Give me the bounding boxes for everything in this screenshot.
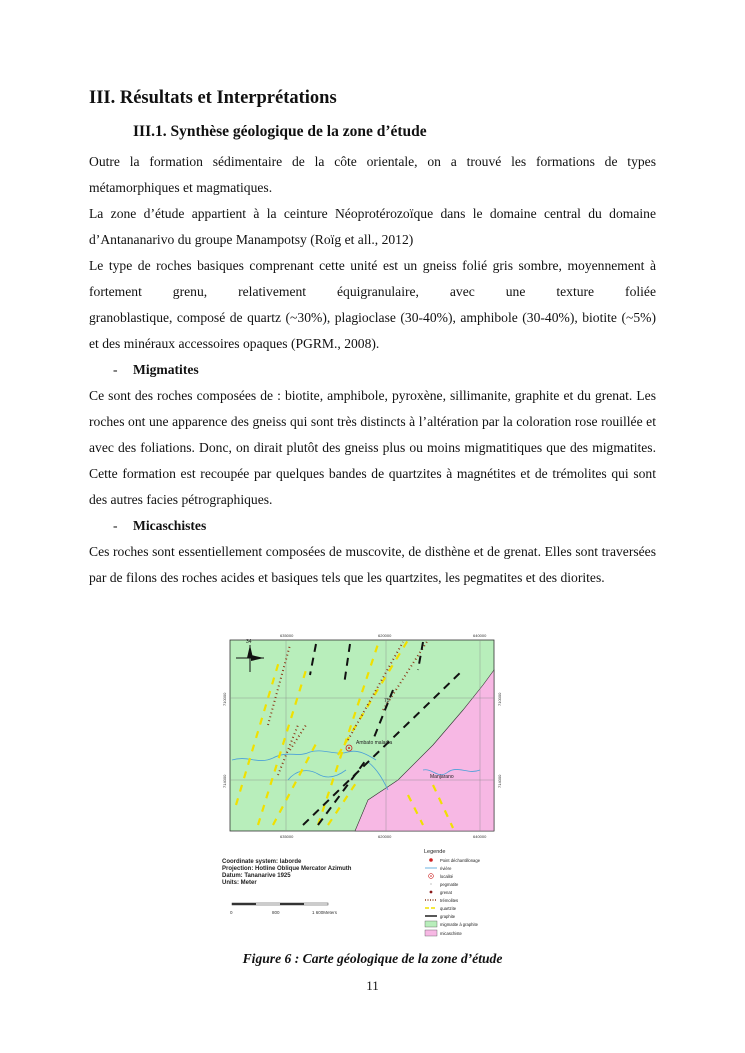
- geological-map: [218, 630, 518, 946]
- tick-top: 640000: [473, 633, 487, 638]
- projection: Projection: Hotline Oblique Mercator Azimuth: [222, 866, 352, 872]
- sample-point-icon: [429, 858, 433, 862]
- coord-system: Coordinate system: laborde: [222, 859, 302, 865]
- legend-item: micaschiste: [440, 931, 462, 936]
- bullet-migmatites: [113, 357, 199, 383]
- tick-left: 714000: [222, 774, 227, 788]
- legend-item: rivière: [440, 866, 452, 871]
- micaschiste-swatch: [425, 930, 437, 936]
- bullet-dash: -: [113, 362, 118, 377]
- scale-label: 1 600Meters: [312, 910, 338, 915]
- place-manjarano: Manjarano: [430, 774, 454, 780]
- pegmatite-icon: [430, 883, 431, 884]
- grenat-icon: [430, 891, 433, 894]
- scale-label: 800: [272, 910, 280, 915]
- legend-item: graphite: [440, 914, 456, 919]
- legend-item: migmatite à graphite: [440, 922, 478, 927]
- scale-bar: [232, 903, 328, 905]
- bullet-dash: -: [113, 518, 118, 533]
- place-ambato: Ambato maladia: [356, 740, 393, 746]
- legend-item: quartzite: [440, 906, 457, 911]
- dip-label: 75: [384, 698, 390, 704]
- paragraph-composition: granoblastique, composé de quartz (~30%), plagioclase (30-40%), amphibole (30-40%), biotite (~5%) et des minéraux accessoires opaques (PGRM., 2008).: [89, 310, 656, 351]
- locality-dot: [430, 875, 432, 877]
- figure-caption: Figure 6 : Carte géologique de la zone d’étude: [242, 951, 503, 966]
- legend-title: Legende: [424, 849, 446, 855]
- bullet-micaschistes: [113, 513, 206, 539]
- page-number: 11: [366, 978, 379, 993]
- dip-label: 34: [246, 639, 252, 645]
- legend-item: Point déchantillonage: [440, 858, 481, 863]
- units: Units: Meter: [222, 880, 257, 886]
- geological-map-figure: [218, 630, 518, 946]
- legend-item: localité: [440, 874, 454, 879]
- paragraph-zone: La zone d’étude appartient à la ceinture Néoprotérozoïque dans le domaine central du domaine d’Antananarivo du groupe Manampotsy (Roïg et all., 2012): [89, 206, 656, 247]
- tick-top: 620000: [378, 633, 392, 638]
- migmatite-swatch: [425, 921, 437, 927]
- bullet-label: Migmatites: [133, 362, 199, 377]
- paragraph-intro: Outre la formation sédimentaire de la côte orientale, on a trouvé les formations de types métamorphiques et magmatiques.: [89, 154, 656, 195]
- legend-item: trémolites: [440, 898, 459, 903]
- tick-right: 710000: [497, 692, 502, 706]
- tick-top: 635000: [280, 633, 294, 638]
- tick-right: 714000: [497, 774, 502, 788]
- paragraph-rock-type: Le type de roches basiques comprenant cette unité est un gneiss folié gris sombre, moyennement à fortement grenu, relativement équigranulaire, avec une texture foliée: [89, 258, 656, 299]
- paragraph-micaschistes: Ces roches sont essentiellement composées de muscovite, de disthène et de grenat. Elles sont traversées par de filons des roches acides et basiques tels que les quartzites, les pegmatites et des diorites.: [89, 544, 656, 585]
- tick-bottom: 640000: [473, 834, 487, 839]
- scale-label: 0: [230, 910, 233, 915]
- bullet-label: Micaschistes: [133, 518, 207, 533]
- locality-dot: [348, 747, 350, 749]
- legend: [425, 858, 481, 936]
- legend-item: grenat: [440, 890, 452, 895]
- legend-item: pegmatite: [440, 882, 459, 887]
- tick-bottom: 635000: [280, 834, 294, 839]
- tick-left: 710000: [222, 692, 227, 706]
- section-title: III. Résultats et Interprétations: [89, 88, 337, 108]
- paragraph-migmatites: Ce sont des roches composées de : biotite, amphibole, pyroxène, sillimanite, graphite et du grenat. Les roches ont une apparence des gneiss qui sont très distincts à l’altération par la coloration rose rouillée et avec des foliations. Donc, on dirait plutôt des gneiss plus ou moins migmatitiques que des migmatites. Cette formation est recoupée par quelques bandes de quartzites à magnétites et de trémolites qui sont des autres facies pétrographiques.: [89, 388, 656, 507]
- subsection-title: III.1. Synthèse géologique de la zone d’étude: [133, 123, 427, 140]
- datum: Datum: Tananarive 1925: [222, 873, 291, 879]
- tick-bottom: 620000: [378, 834, 392, 839]
